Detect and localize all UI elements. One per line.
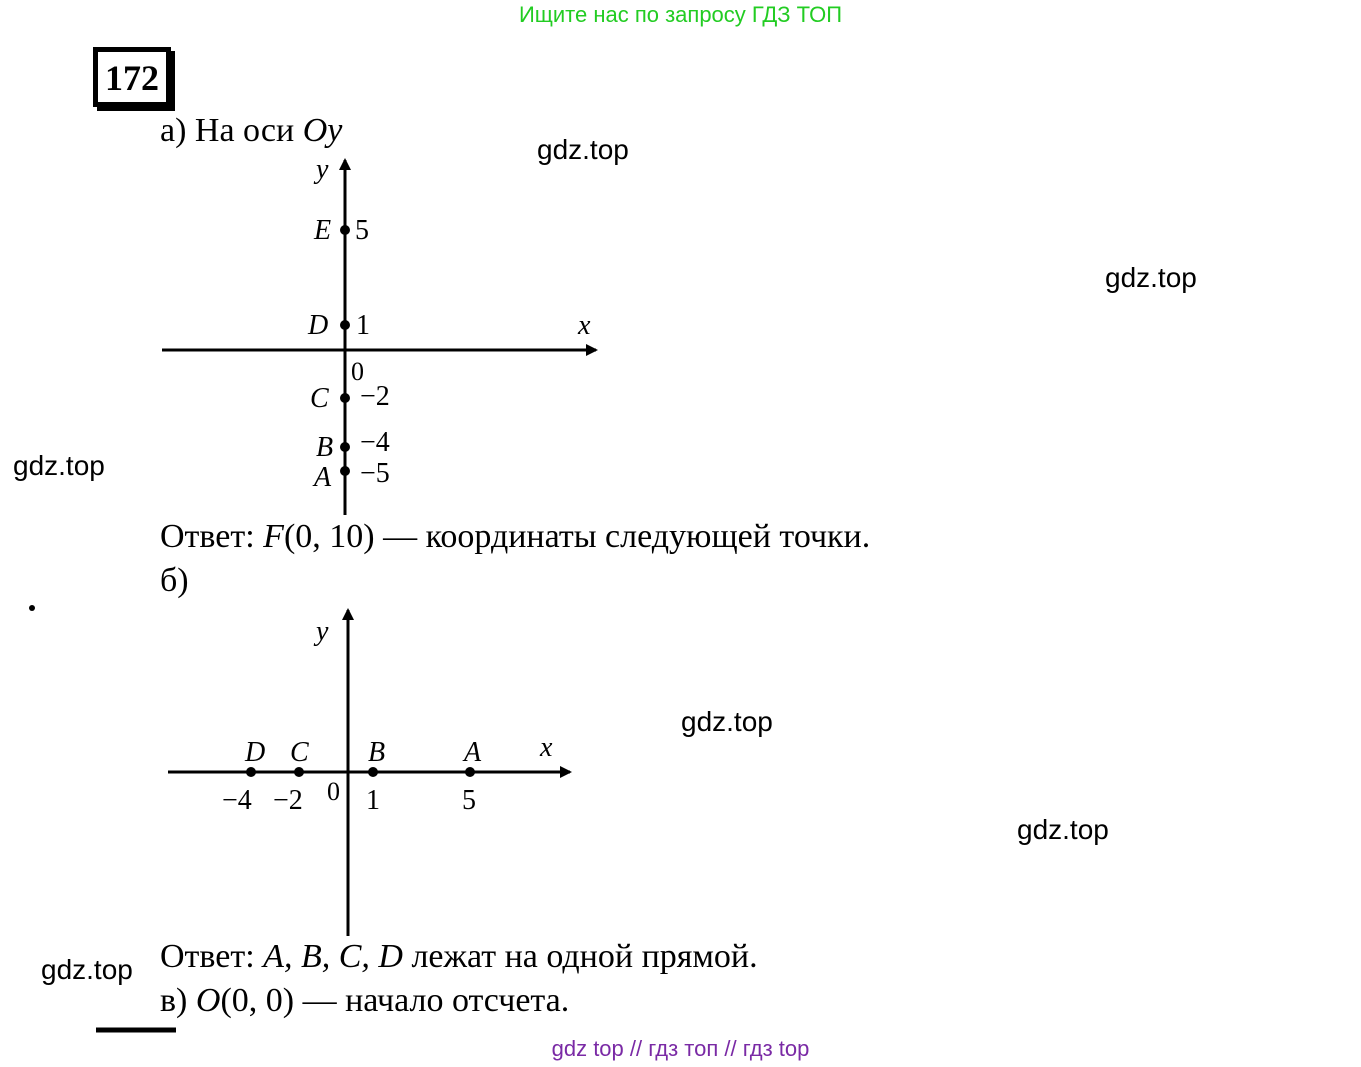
part-a-point-a-value: −5	[360, 458, 390, 489]
part-a-heading-axis: Oy	[302, 112, 343, 149]
search-banner: Ищите нас по запросу ГДЗ ТОП	[518, 2, 843, 27]
part-b-point-c	[294, 767, 304, 777]
part-a-point-e-value: 5	[355, 215, 369, 246]
part-b-point-d-value: −4	[222, 785, 252, 816]
part-a-answer-prefix: Ответ:	[160, 518, 264, 555]
part-b-point-d	[246, 767, 256, 777]
part-b-heading: б)	[160, 562, 189, 599]
part-a-x-label: x	[578, 310, 591, 341]
part-a-heading-prefix: а) На оси	[160, 112, 303, 149]
part-a-y-label: y	[316, 154, 329, 185]
part-b-point-a-value: 5	[462, 785, 476, 816]
part-b-y-label: y	[316, 616, 329, 647]
part-a-answer-point: F	[263, 518, 284, 555]
footer-links: gdz top // гдз топ // гдз top	[551, 1036, 810, 1061]
part-b-point-b-name: B	[368, 737, 386, 768]
part-b-origin: 0	[327, 777, 340, 806]
watermark: gdz.top	[1017, 814, 1109, 845]
part-a-point-b-name: B	[316, 432, 334, 463]
part-c-prefix: в)	[160, 982, 196, 1019]
part-b-point-b-value: 1	[366, 785, 380, 816]
part-b-answer	[160, 938, 758, 976]
part-a-point-b-value: −4	[360, 427, 390, 458]
part-a-point-e-name: E	[314, 215, 332, 246]
part-b-point-c-value: −2	[273, 785, 303, 816]
part-a-point-d-name: D	[308, 310, 329, 341]
part-a-answer-text: (0, 10) — координаты следующей точки.	[283, 518, 871, 555]
watermark: gdz.top	[537, 134, 629, 165]
part-a-point-d-value: 1	[356, 310, 370, 341]
part-b-answer-points: A, B, C, D	[263, 938, 403, 975]
part-c-point: O	[195, 982, 221, 1019]
watermark: gdz.top	[41, 954, 133, 985]
part-c-text: (0, 0) — начало отсчета.	[220, 982, 570, 1019]
part-b-point-b	[368, 767, 378, 777]
part-c-line	[160, 982, 569, 1020]
problem-number: 172	[93, 47, 171, 107]
part-b-answer-prefix: Ответ:	[160, 938, 264, 975]
scan-speck	[29, 605, 35, 611]
watermark: gdz.top	[1105, 262, 1197, 293]
part-a-origin: 0	[351, 357, 364, 386]
part-b-point-a-name: A	[464, 737, 482, 768]
part-b-x-label: x	[540, 732, 553, 763]
part-a-point-c-name: C	[310, 383, 329, 414]
part-a-point-a-name: A	[314, 462, 332, 493]
part-b-point-d-name: D	[245, 737, 266, 768]
watermark: gdz.top	[13, 450, 105, 481]
part-b-point-c-name: C	[290, 737, 309, 768]
watermark: gdz.top	[681, 706, 773, 737]
part-a-point-c-value: −2	[360, 381, 390, 412]
part-b-answer-text: лежат на одной прямой.	[402, 938, 758, 975]
part-b-point-a	[465, 767, 475, 777]
